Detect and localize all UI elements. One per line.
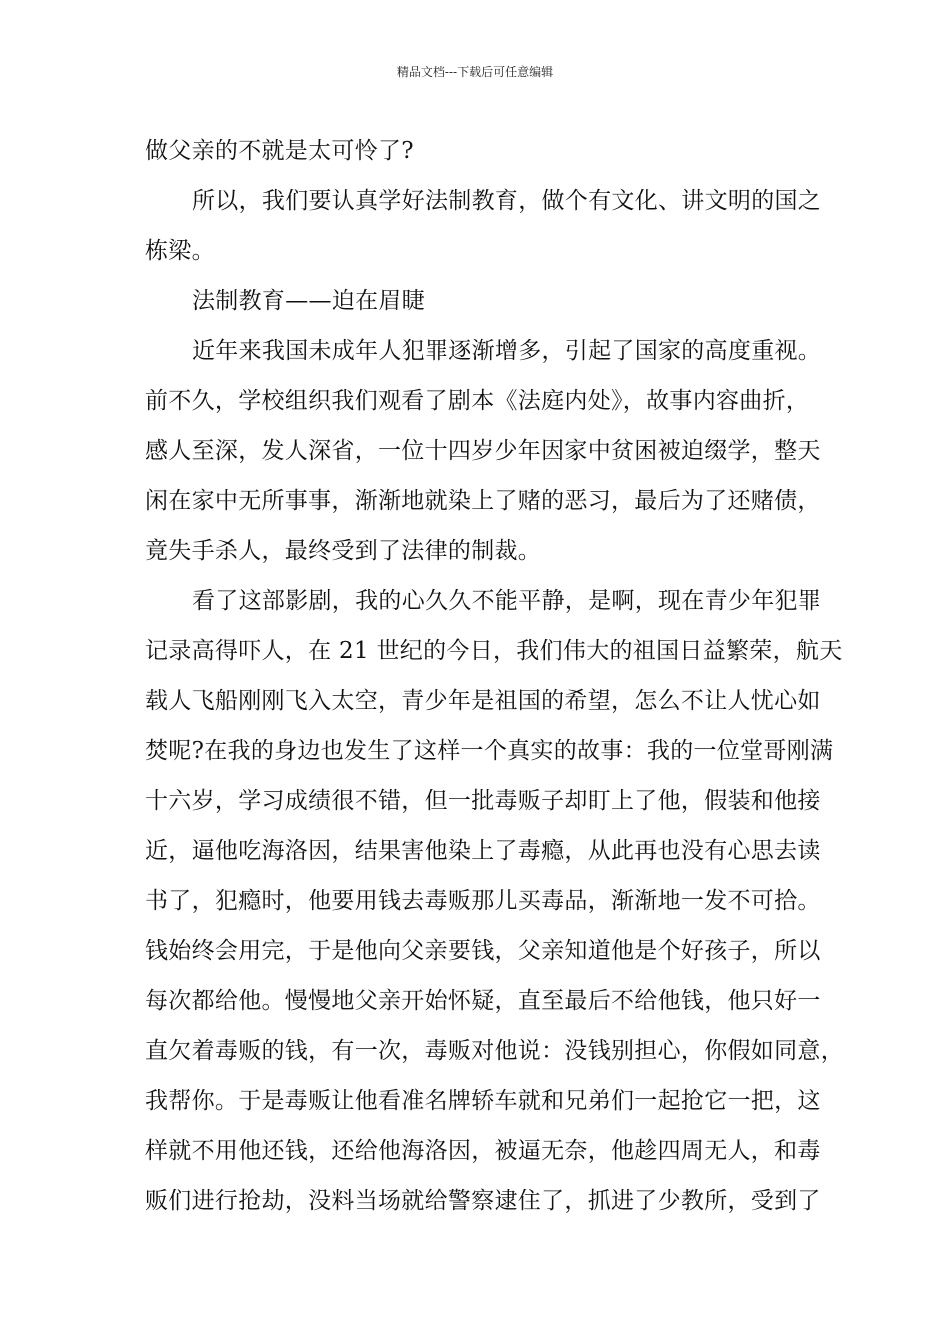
text-line: 做父亲的不就是太可怜了? xyxy=(145,138,414,164)
text-line: 闲在家中无所事事，渐渐地就染上了赌的恶习，最后为了还赌债， xyxy=(145,488,821,514)
text-line: 直欠着毒贩的钱，有一次，毒贩对他说：没钱别担心，你假如同意， xyxy=(145,1038,844,1064)
page-header: 精品文档---下载后可任意编辑 xyxy=(396,65,554,79)
text-line: 我帮你。于是毒贩让他看准名牌轿车就和兄弟们一起抢它一把，这 xyxy=(145,1088,821,1114)
text-line: 书了，犯瘾时，他要用钱去毒贩那儿买毒品，渐渐地一发不可拾。 xyxy=(145,888,821,914)
text-line: 感人至深，发人深省，一位十四岁少年因家中贫困被迫缀学，整天 xyxy=(145,438,821,464)
text-line: 贩们进行抢劫，没料当场就给警察逮住了，抓进了少教所，受到了 xyxy=(145,1188,821,1214)
text-line: 近年来我国未成年人犯罪逐渐增多，引起了国家的高度重视。 xyxy=(192,338,822,364)
text-line: 记录高得吓人，在 21 世纪的今日，我们伟大的祖国日益繁荣，航天 xyxy=(145,638,843,664)
text-line: 十六岁，学习成绩很不错，但一批毒贩子却盯上了他，假装和他接 xyxy=(145,788,821,814)
text-line: 载人飞船刚刚飞入太空，青少年是祖国的希望，怎么不让人忧心如 xyxy=(145,688,821,714)
text-line: 样就不用他还钱，还给他海洛因，被逼无奈，他趁四周无人，和毒 xyxy=(145,1138,821,1164)
text-line: 每次都给他。慢慢地父亲开始怀疑，直至最后不给他钱，他只好一 xyxy=(145,988,821,1014)
text-line: 钱始终会用完，于是他向父亲要钱，父亲知道他是个好孩子，所以 xyxy=(145,938,821,964)
text-line: 前不久，学校组织我们观看了剧本《法庭内处》，故事内容曲折， xyxy=(145,388,810,414)
text-line: 栋梁。 xyxy=(145,238,215,264)
text-line: 近，逼他吃海洛因，结果害他染上了毒瘾，从此再也没有心思去读 xyxy=(145,838,821,864)
text-line: 焚呢?在我的身边也发生了这样一个真实的故事：我的一位堂哥刚满 xyxy=(145,738,834,764)
text-line: 所以，我们要认真学好法制教育，做个有文化、讲文明的国之 xyxy=(192,188,822,214)
text-line: 法制教育——迫在眉睫 xyxy=(192,288,425,314)
text-line: 竟失手杀人，最终受到了法律的制裁。 xyxy=(145,538,542,564)
text-line: 看了这部影剧，我的心久久不能平静，是啊，现在青少年犯罪 xyxy=(192,588,822,614)
